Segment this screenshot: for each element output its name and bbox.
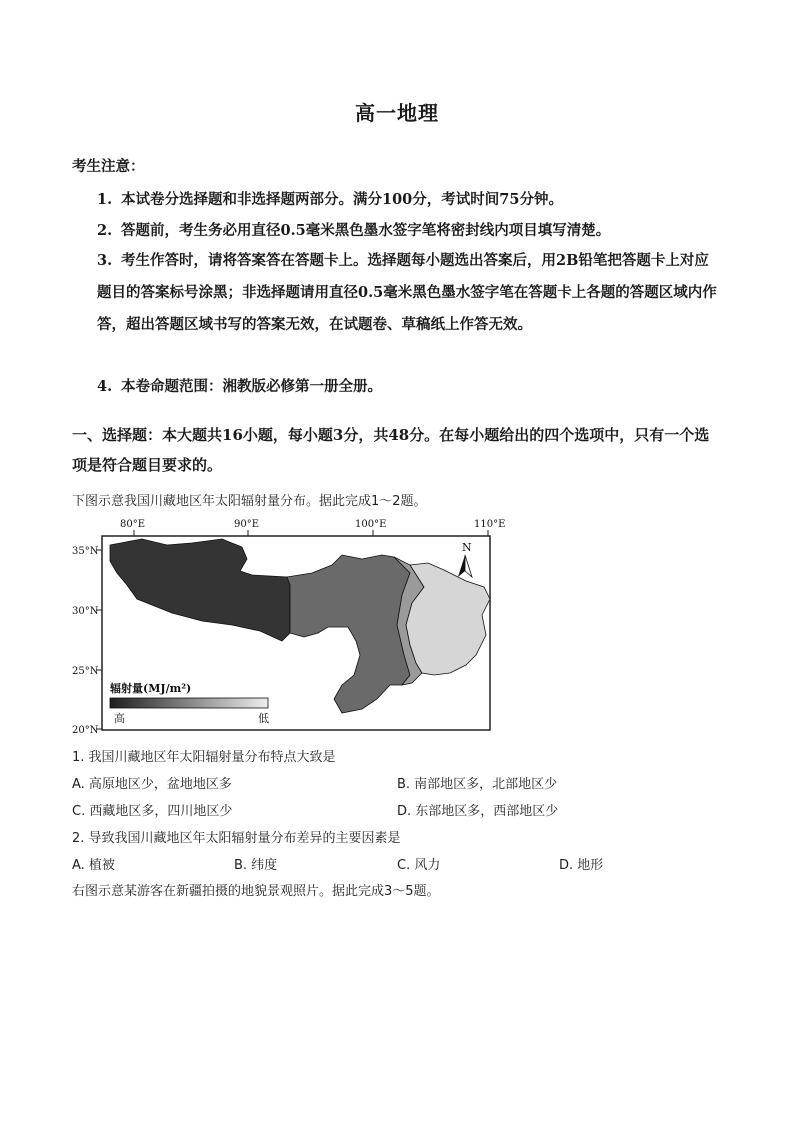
lon-label: 100°E	[355, 519, 387, 530]
notice-text: 本试卷分选择题和非选择题两部分。满分100分，考试时间75分钟。	[121, 191, 563, 208]
lat-label: 30°N	[72, 606, 99, 617]
lon-label: 110°E	[474, 519, 506, 530]
question-intro-1-2: 下图示意我国川藏地区年太阳辐射量分布。据此完成1～2题。	[72, 494, 427, 509]
question-2-option-d: D. 地形	[559, 858, 604, 873]
question-2-option-a: A. 植被	[72, 858, 115, 873]
notice-text: 本卷命题范围：湘教版必修第一册全册。	[121, 378, 382, 395]
north-arrow-label: N	[462, 541, 472, 554]
lon-label: 80°E	[120, 519, 146, 530]
notice-item-4	[97, 371, 722, 403]
question-1-option-d: D. 东部地区多，西部地区少	[397, 804, 559, 819]
legend-title: 辐射量(MJ/m²)	[110, 682, 192, 695]
notice-number: 4.	[97, 378, 113, 395]
question-2-option-c: C. 风力	[397, 858, 441, 873]
notice-text: 答题前，考生务必用直径0.5毫米黑色墨水签字笔将密封线内项目填写清楚。	[121, 222, 611, 239]
question-2-stem: 2. 导致我国川藏地区年太阳辐射量分布差异的主要因素是	[72, 831, 401, 846]
radiation-map-figure	[72, 515, 512, 735]
question-1-option-b: B. 南部地区多，北部地区少	[397, 777, 558, 792]
lon-label: 90°E	[234, 519, 260, 530]
notice-heading: 考生注意：	[72, 158, 145, 175]
lat-label: 25°N	[72, 666, 99, 677]
legend-gradient-bar	[110, 698, 268, 708]
legend-high-label: 高	[114, 712, 125, 725]
question-intro-3-5: 右图示意某游客在新疆拍摄的地貌景观照片。据此完成3～5题。	[72, 884, 440, 899]
notice-item-1	[97, 184, 722, 216]
question-2-option-b: B. 纬度	[234, 858, 278, 873]
page-title: 高一地理	[355, 101, 439, 125]
section-heading: 一、选择题：本大题共16小题，每小题3分，共48分。在每小题给出的四个选项中，只有一个选项是符合题目要求的。	[72, 426, 710, 474]
notice-text: 考生作答时，请将答案答在答题卡上。选择题每小题选出答案后，用2B铅笔把答题卡上对应题目的答案标号涂黑；非选择题请用直径0.5毫米黑色墨水签字笔在答题卡上各题的答题区域内作答，超出答题区域书写的答案无效，在试题卷、草稿纸上作答无效。	[97, 252, 717, 333]
legend-low-label: 低	[258, 712, 269, 725]
notice-item-3	[97, 245, 722, 341]
lat-label: 20°N	[72, 725, 99, 735]
notice-item-2	[97, 215, 722, 247]
question-1-option-c: C. 西藏地区多，四川地区少	[72, 804, 233, 819]
question-1-option-a: A. 高原地区少，盆地地区多	[72, 777, 232, 792]
notice-number: 3.	[97, 252, 113, 269]
question-1-stem: 1. 我国川藏地区年太阳辐射量分布特点大致是	[72, 750, 336, 765]
radiation-map	[72, 515, 512, 735]
notice-number: 2.	[97, 222, 113, 239]
notice-number: 1.	[97, 191, 113, 208]
lat-label: 35°N	[72, 546, 99, 557]
